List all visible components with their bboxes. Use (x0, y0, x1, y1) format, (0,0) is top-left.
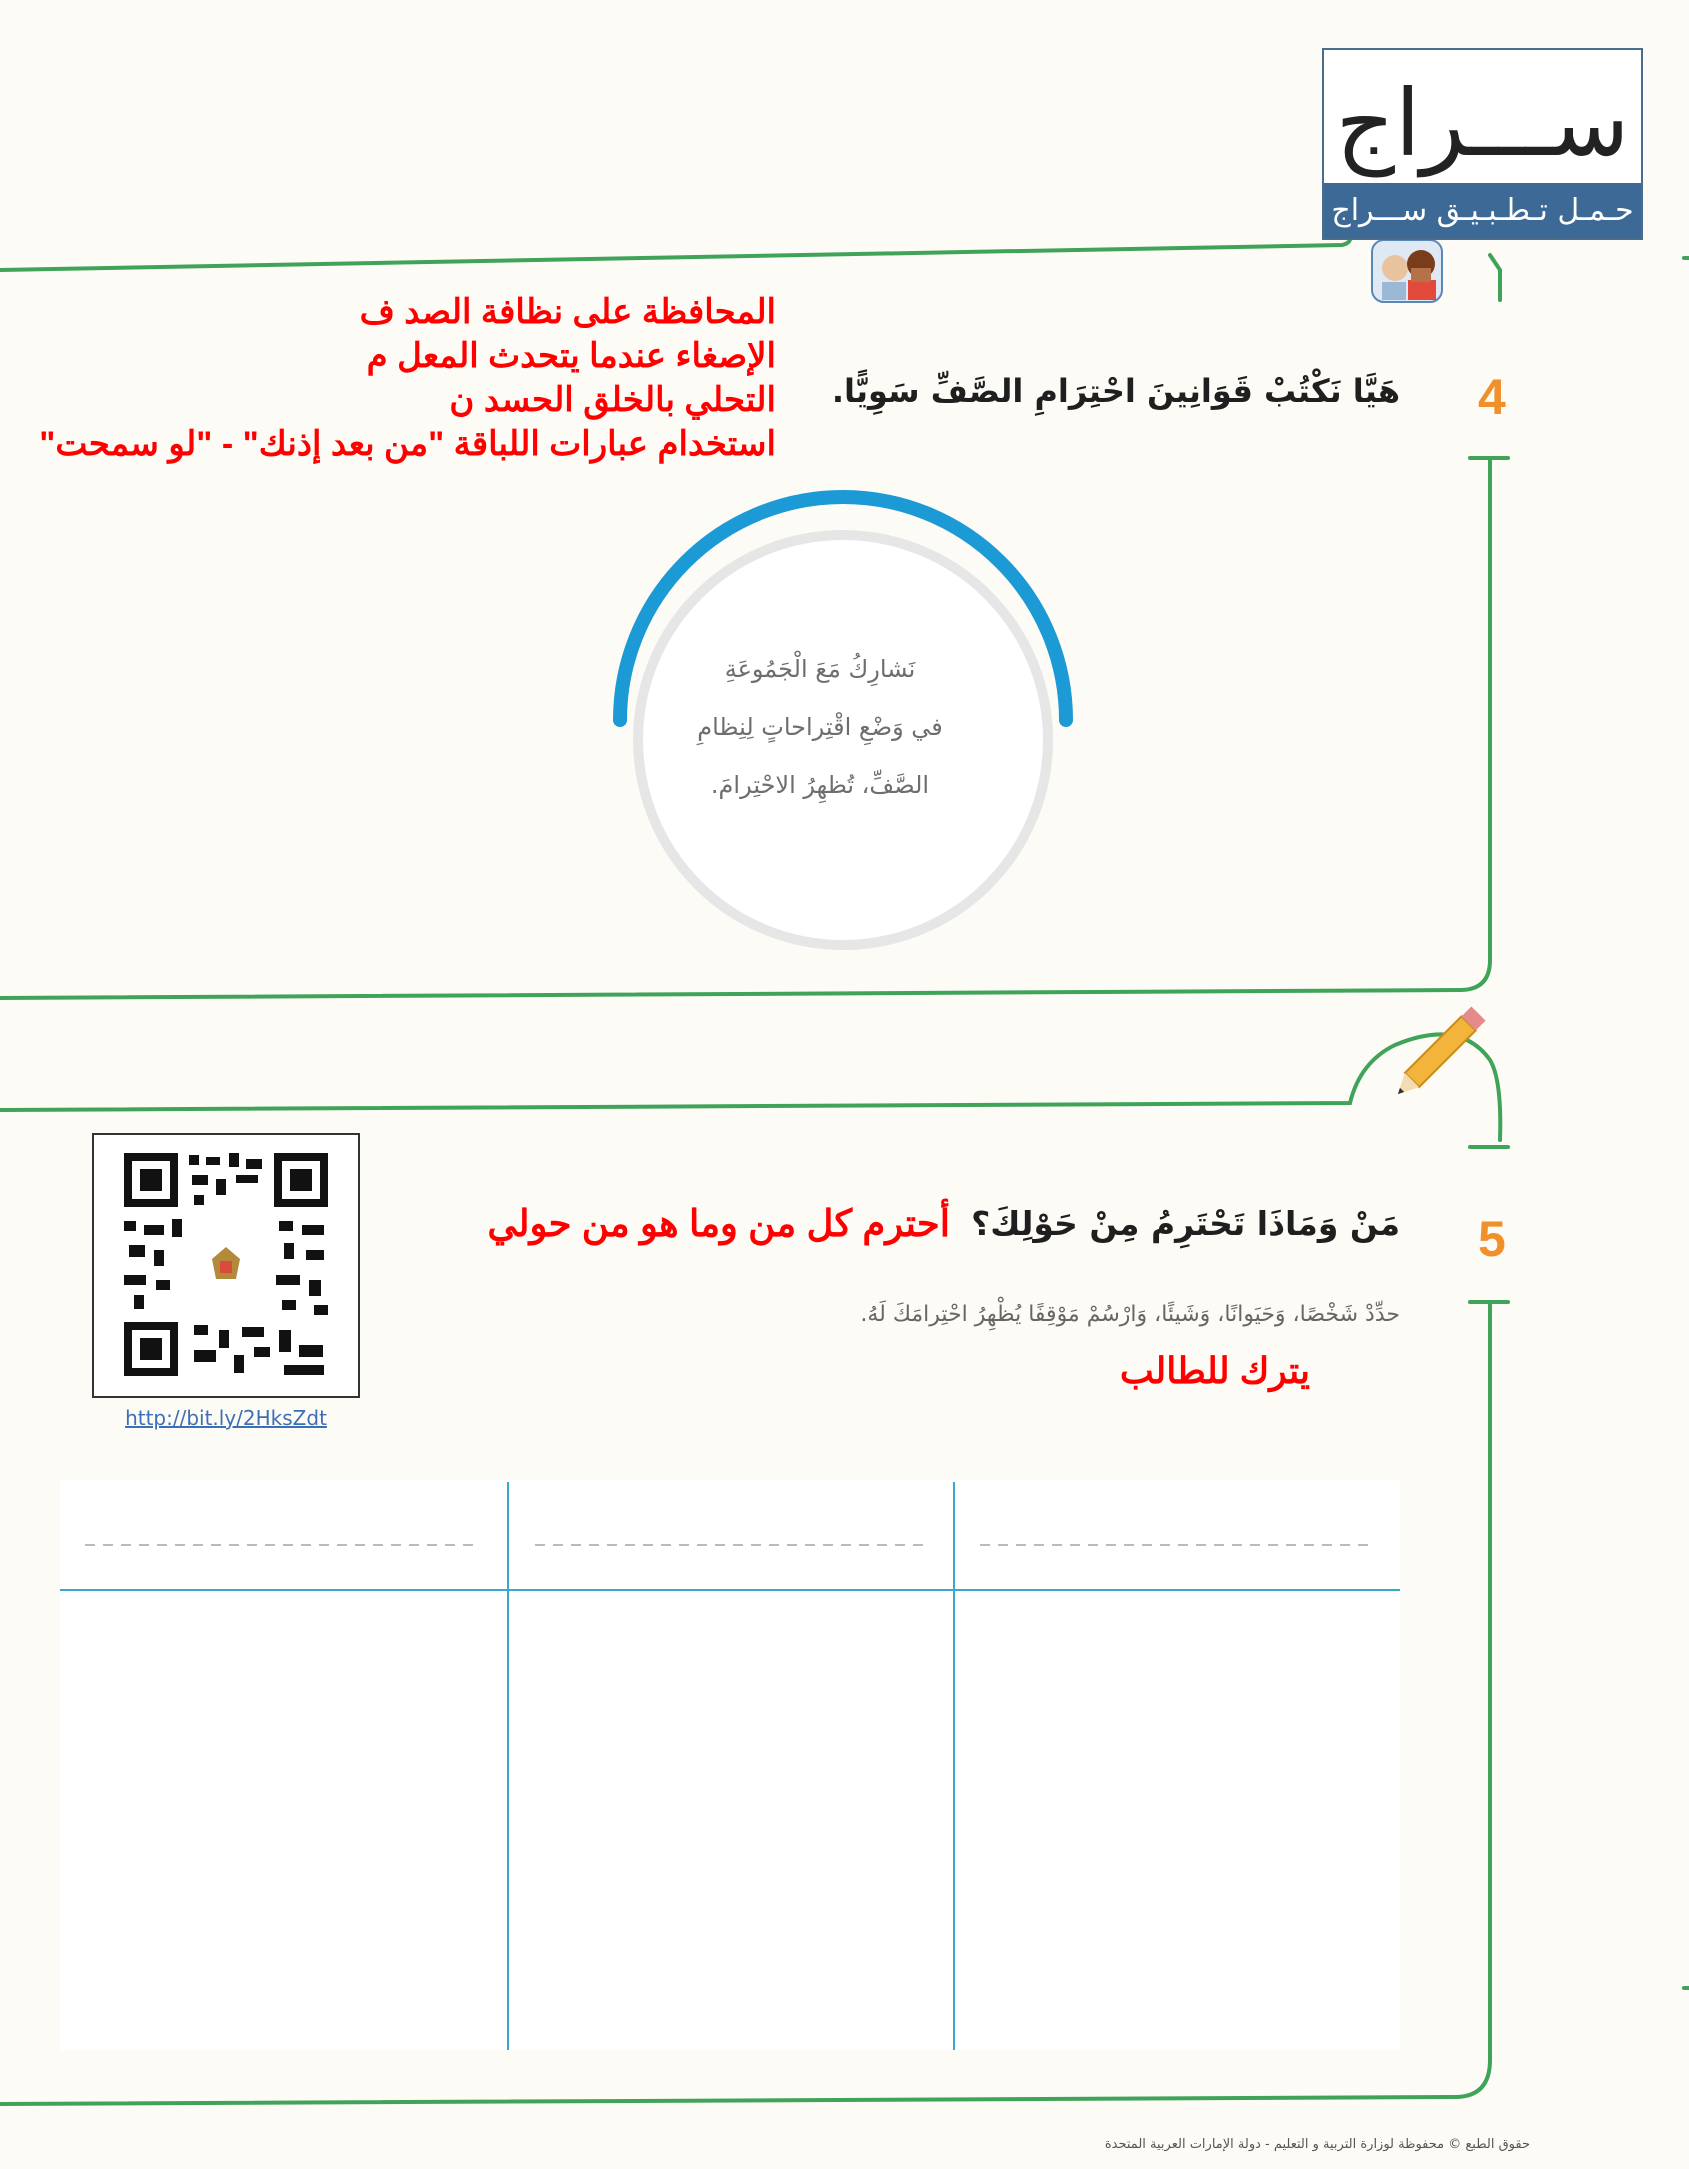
group-avatars-icon (1372, 240, 1442, 302)
answer-line: التحلي بالخلق الحسد ن (449, 381, 776, 419)
section4-top-line (0, 228, 1350, 270)
section4-side-tick (1490, 255, 1500, 300)
question5-text: مَنْ وَمَاذَا تَحْتَرِمُ مِنْ حَوْلِكَ؟ (971, 1204, 1400, 1243)
question4-answer (30, 290, 776, 466)
pencil-icon (1391, 1006, 1486, 1101)
circle-line: الصَّفِّ، تُظهِرُ الاحْتِرامَ. (710, 771, 930, 799)
drawing-table (60, 1480, 1400, 2050)
circle-instruction (665, 640, 975, 814)
circle-line: في وَضْعِ اقْتِراحاتٍ لِنِظامِ (697, 713, 943, 741)
leave-for-student-note: يترك للطالب (1119, 1350, 1310, 1391)
answer-line: المحافظة على نظافة الصد ف (359, 293, 776, 331)
answer-line: الإصغاء عندما يتحدث المعل م (366, 337, 776, 375)
question5-description: حدِّدْ شَخْصًا، وَحَيَوانًا، وَشَيئًا، وَارْسُمْ مَوْقِفًا يُظْهِرُ احْتِرامَكَ لَهُ. (860, 1302, 1400, 1327)
qr-code[interactable] (92, 1133, 360, 1398)
section5-top-line (0, 1034, 1500, 1140)
copyright-footer: حقوق الطبع © محفوظة لوزارة التربية و التعليم - دولة الإمارات العربية المتحدة (1104, 2137, 1530, 2152)
logo-tagline: حـمـل تـطـبـيـق ســـراج (1324, 183, 1641, 238)
circle-line: نَشارِكُ مَعَ الْجَمُوعَةِ (724, 655, 916, 683)
siraj-logo[interactable] (1322, 48, 1643, 240)
question4-number: 4 (1478, 369, 1506, 425)
answer-line: استخدام عبارات اللباقة "من بعد إذنك" - "لو سمحت" (39, 425, 776, 463)
qr-code-icon (94, 1135, 358, 1396)
qr-link[interactable]: http://bit.ly/2HksZdt (125, 1406, 327, 1430)
question4-text: هَيَّا نَكْتُبْ قَوَانِينَ احْتِرَامِ الصَّفِّ سَوِيًّا. (831, 372, 1400, 410)
question5-number: 5 (1478, 1211, 1506, 1267)
question5-answer: أحترم كل من وما هو من حولي (487, 1203, 950, 1244)
logo-word: ســـراج (1335, 70, 1630, 177)
